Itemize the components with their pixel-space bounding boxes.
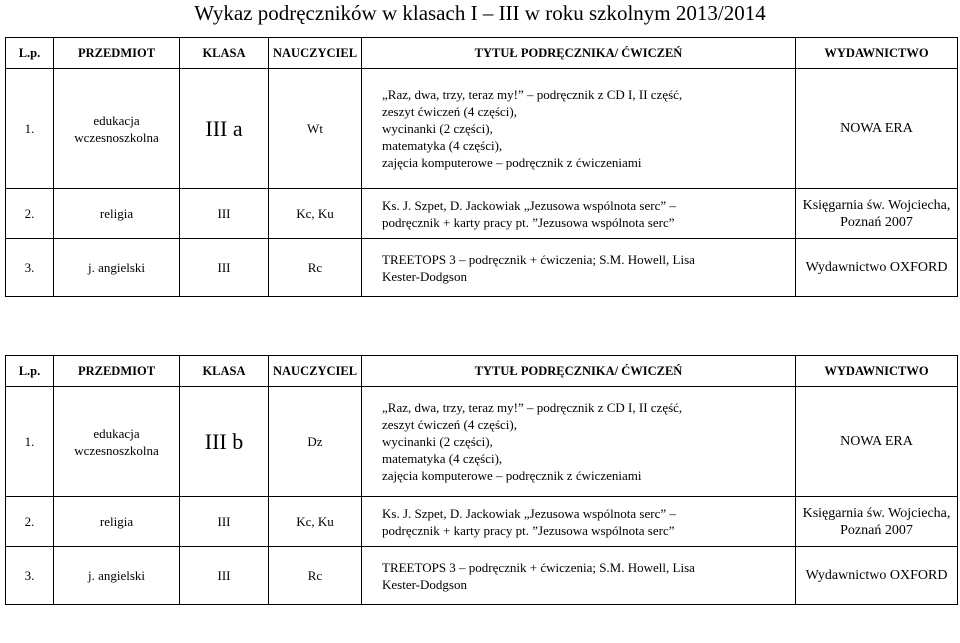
tytul-line: zajęcia komputerowe – podręcznik z ćwiczeniami: [382, 468, 642, 483]
cell-lp: 2.: [6, 497, 54, 547]
cell-wydawnictwo: [796, 547, 958, 605]
cell-wydawnictwo: [796, 69, 958, 189]
tytul-line: Kester-Dodgson: [382, 268, 467, 284]
tytul-line: „Raz, dwa, trzy, teraz my!” – podręcznik z CD I, II część,: [382, 400, 683, 415]
tytul-line: matematyka (4 części),: [382, 138, 503, 153]
cell-przedmiot: [54, 497, 180, 547]
header-klasa: KLASA: [180, 356, 269, 387]
tytul-line: Kester-Dodgson: [382, 576, 467, 592]
cell-klasa: III a: [180, 69, 269, 189]
wydawnictwo-line: Księgarnia św. Wojciecha,: [802, 505, 951, 521]
tytul-line: zeszyt ćwiczeń (4 części),: [382, 104, 517, 119]
table-row: [6, 387, 958, 497]
cell-klasa: III: [180, 189, 269, 239]
cell-lp: 3.: [6, 547, 54, 605]
wydawnictwo-line: NOWA ERA: [840, 121, 913, 136]
cell-wydawnictwo: [796, 239, 958, 297]
header-klasa: KLASA: [180, 38, 269, 69]
cell-lp: 2.: [6, 189, 54, 239]
przedmiot-line: religia: [99, 206, 134, 221]
cell-nauczyciel: Kc, Ku: [269, 189, 362, 239]
wydawnictwo-line: NOWA ERA: [840, 434, 913, 449]
header-wydawnictwo: WYDAWNICTWO: [796, 38, 958, 69]
przedmiot-line: edukacja: [93, 425, 140, 441]
table-row: [6, 497, 958, 547]
tytul-line: matematyka (4 części),: [382, 451, 503, 466]
cell-nauczyciel: Kc, Ku: [269, 497, 362, 547]
tytul-line: wycinanki (2 części),: [382, 121, 493, 136]
wydawnictwo-line: Wydawnictwo OXFORD: [805, 260, 948, 275]
tytul-line: zeszyt ćwiczeń (4 części),: [382, 417, 517, 432]
cell-klasa: III: [180, 497, 269, 547]
przedmiot-line: wczesnoszkolna: [74, 129, 159, 145]
cell-tytul: [362, 387, 796, 497]
header-nauczyciel: NAUCZYCIEL: [269, 38, 362, 69]
cell-lp: 3.: [6, 239, 54, 297]
cell-klasa: III: [180, 547, 269, 605]
cell-przedmiot: [54, 387, 180, 497]
przedmiot-line: j. angielski: [87, 568, 146, 583]
cell-wydawnictwo: [796, 189, 958, 239]
cell-wydawnictwo: [796, 497, 958, 547]
header-tytul: TYTUŁ PODRĘCZNIKA/ ĆWICZEŃ: [362, 38, 796, 69]
table-row: [6, 239, 958, 297]
header-row: [6, 38, 958, 69]
tytul-line: zajęcia komputerowe – podręcznik z ćwiczeniami: [382, 155, 642, 170]
przedmiot-line: religia: [99, 514, 134, 529]
cell-lp: 1.: [6, 69, 54, 189]
cell-nauczyciel: Wt: [269, 69, 362, 189]
cell-klasa: III: [180, 239, 269, 297]
cell-tytul: [362, 69, 796, 189]
header-wydawnictwo: WYDAWNICTWO: [796, 356, 958, 387]
header-przedmiot: PRZEDMIOT: [54, 38, 180, 69]
wydawnictwo-line: Poznań 2007: [840, 214, 913, 230]
tytul-line: Ks. J. Szpet, D. Jackowiak „Jezusowa wspólnota serc” –: [382, 505, 676, 521]
wydawnictwo-line: Księgarnia św. Wojciecha,: [802, 197, 951, 213]
tytul-line: Ks. J. Szpet, D. Jackowiak „Jezusowa wspólnota serc” –: [382, 197, 676, 213]
tytul-line: TREETOPS 3 – podręcznik + ćwiczenia; S.M. Howell, Lisa: [382, 251, 695, 267]
przedmiot-line: edukacja: [93, 112, 140, 128]
tytul-line: wycinanki (2 części),: [382, 434, 493, 449]
table-row: [6, 69, 958, 189]
header-lp: L.p.: [6, 356, 54, 387]
header-tytul: TYTUŁ PODRĘCZNIKA/ ĆWICZEŃ: [362, 356, 796, 387]
cell-przedmiot: [54, 189, 180, 239]
tytul-line: „Raz, dwa, trzy, teraz my!” – podręcznik z CD I, II część,: [382, 87, 683, 102]
cell-przedmiot: [54, 239, 180, 297]
header-row: [6, 356, 958, 387]
tytul-line: podręcznik + karty pracy pt. ”Jezusowa wspólnota serc”: [382, 522, 675, 538]
cell-tytul: [362, 547, 796, 605]
page-title: Wykaz podręczników w klasach I – III w roku szkolnym 2013/2014: [194, 1, 766, 25]
cell-tytul: [362, 239, 796, 297]
tytul-line: TREETOPS 3 – podręcznik + ćwiczenia; S.M. Howell, Lisa: [382, 559, 695, 575]
wydawnictwo-line: Poznań 2007: [840, 522, 913, 538]
header-nauczyciel: NAUCZYCIEL: [269, 356, 362, 387]
cell-tytul: [362, 497, 796, 547]
przedmiot-line: j. angielski: [87, 260, 146, 275]
table-row: [6, 189, 958, 239]
cell-przedmiot: [54, 547, 180, 605]
textbook-table-class-b: [5, 355, 958, 605]
cell-nauczyciel: Rc: [269, 547, 362, 605]
textbook-table-class-a: [5, 37, 958, 297]
cell-lp: 1.: [6, 387, 54, 497]
cell-wydawnictwo: [796, 387, 958, 497]
tytul-line: podręcznik + karty pracy pt. ”Jezusowa wspólnota serc”: [382, 214, 675, 230]
cell-nauczyciel: Dz: [269, 387, 362, 497]
cell-tytul: [362, 189, 796, 239]
header-lp: L.p.: [6, 38, 54, 69]
cell-klasa: III b: [180, 387, 269, 497]
cell-przedmiot: [54, 69, 180, 189]
przedmiot-line: wczesnoszkolna: [74, 442, 159, 458]
table-row: [6, 547, 958, 605]
cell-nauczyciel: Rc: [269, 239, 362, 297]
header-przedmiot: PRZEDMIOT: [54, 356, 180, 387]
wydawnictwo-line: Wydawnictwo OXFORD: [805, 568, 948, 583]
